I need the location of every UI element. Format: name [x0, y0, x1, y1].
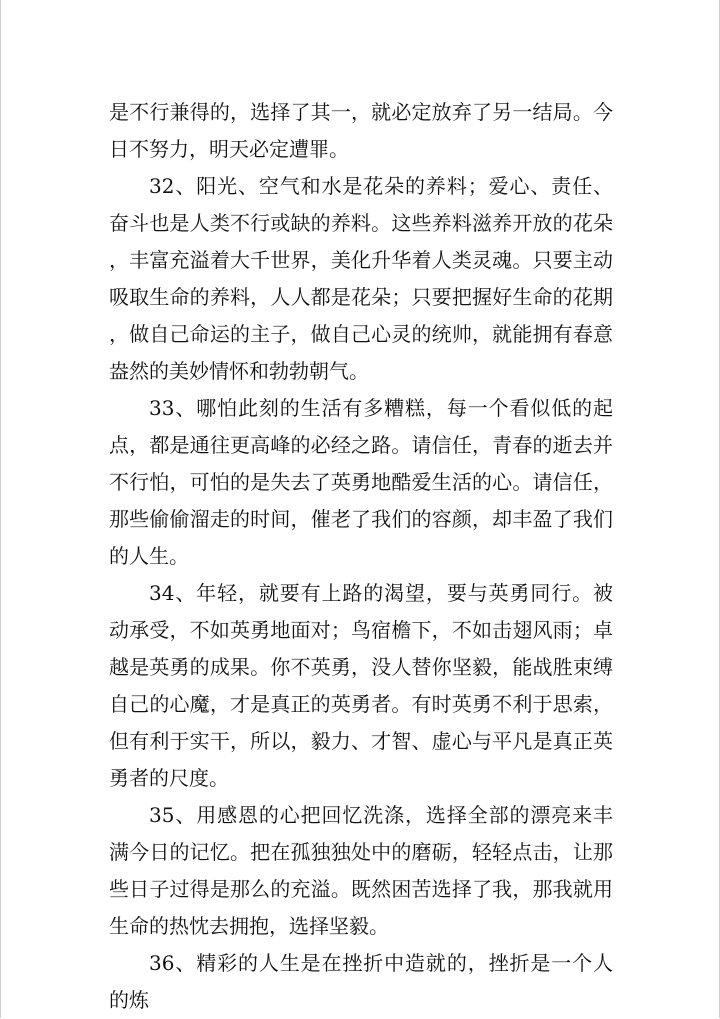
paragraph-continuation: 是不行兼得的，选择了其一，就必定放弃了另一结局。今日不努力，明天必定遭罪。 — [109, 100, 613, 161]
paragraph-34: 34、年轻，就要有上路的渴望，要与英勇同行。被动承受，不如英勇地面对；鸟宿檐下，不如击翅风雨；卓越是英勇的成果。你不英勇，没人替你坚毅，能战胜束缚自己的心魔，才是真正的英勇者。有时英勇不利于思索，但有利于实干，所以，毅力、才智、虚心与平凡是真正英勇者的尺度。 — [109, 581, 613, 790]
paragraph-32: 32、阳光、空气和水是花朵的养料；爱心、责任、奋斗也是人类不行或缺的养料。这些养料滋养开放的花朵，丰富充溢着大千世界，美化升华着人类灵魂。只要主动吸取生命的养料，人人都是花朵；只要把握好生命的花期，做自己命运的主子，做自己心灵的统帅，就能拥有春意盎然的美妙情怀和勃勃朝气。 — [109, 174, 613, 383]
document-body — [109, 94, 613, 1019]
paragraph-36: 36、精彩的人生是在挫折中造就的，挫折是一个人的炼 — [109, 951, 613, 1012]
paragraph-33: 33、哪怕此刻的生活有多糟糕，每一个看似低的起点，都是通往更高峰的必经之路。请信任，青春的逝去并不行怕，可怕的是失去了英勇地酷爱生活的心。请信任，那些偷偷溜走的时间，催老了我们的容颜，却丰盈了我们的人生。 — [109, 396, 613, 568]
paragraph-35: 35、用感恩的心把回忆洗涤，选择全部的漂亮来丰满今日的记忆。把在孤独独处中的磨砺，轻轻点击，让那些日子过得是那么的充溢。既然困苦选择了我，那我就用生命的热忱去拥抱，选择坚毅。 — [109, 803, 613, 938]
